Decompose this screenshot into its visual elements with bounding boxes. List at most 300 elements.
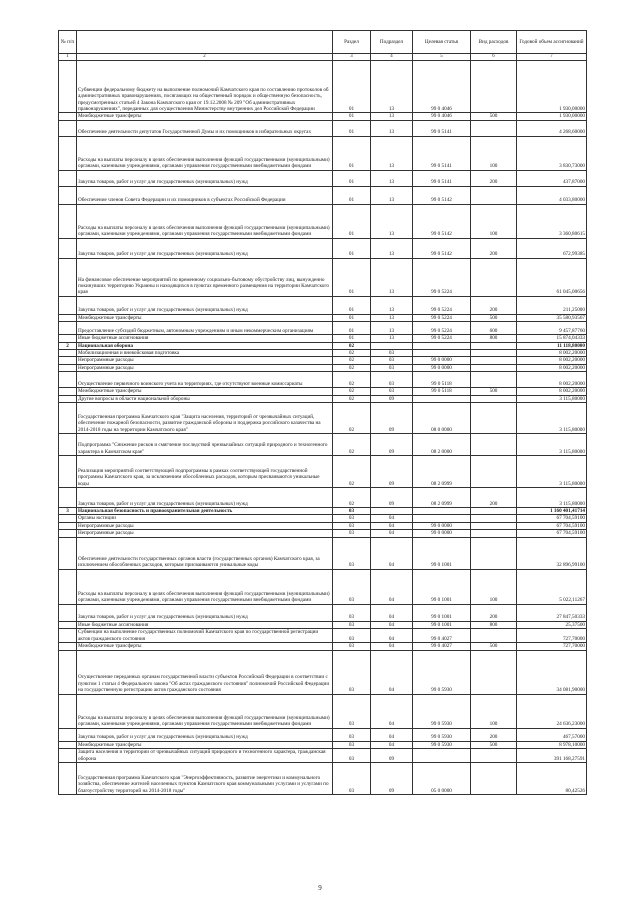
table-row [59, 650, 587, 694]
header-subsection: Подраздел [371, 31, 413, 54]
cell-exptype [471, 403, 517, 434]
table-row [59, 569, 587, 604]
cell-target: 05 0 0000 [413, 762, 471, 794]
cell-amount: 67 704,59100 [517, 522, 587, 529]
cell-exptype [471, 508, 517, 515]
cell-name: Непрограммные расходы [77, 522, 333, 529]
cell-exptype [471, 748, 517, 762]
cell-subsection: 09 [371, 456, 413, 488]
column-index: 2 [77, 54, 333, 61]
cell-amount: 5 022,11267 [517, 569, 587, 604]
cell-section: 01 [333, 322, 371, 335]
cell-exptype [471, 258, 517, 296]
cell-name: Осуществление первичного воинского учета на территориях, где отсутствуют военные комиссариаты [77, 372, 333, 388]
cell-section: 01 [333, 61, 371, 113]
cell-num [59, 372, 77, 388]
cell-target [413, 508, 471, 515]
cell-section: 03 [333, 748, 371, 762]
cell-amount: 1 930,00000 [517, 113, 587, 120]
cell-subsection: 04 [371, 650, 413, 694]
table-row [59, 508, 587, 515]
cell-section: 03 [333, 629, 371, 643]
cell-target: 99 0 5930 [413, 741, 471, 748]
cell-name: Закупка товаров, работ и услуг для государственных (муниципальных) нужд [77, 488, 333, 508]
cell-num [59, 364, 77, 371]
cell-num [59, 621, 77, 628]
table-row [59, 322, 587, 335]
cell-exptype [471, 61, 517, 113]
cell-section: 01 [333, 296, 371, 314]
cell-num [59, 403, 77, 434]
cell-name: Межбюджетные трансферты [77, 314, 333, 321]
table-row [59, 728, 587, 741]
cell-target: 99 0 5224 [413, 322, 471, 335]
cell-subsection: 04 [371, 604, 413, 621]
cell-subsection: 04 [371, 569, 413, 604]
cell-target: 99 0 1001 [413, 569, 471, 604]
cell-target: 08 2 0000 [413, 434, 471, 456]
cell-subsection: 09 [371, 403, 413, 434]
cell-amount: 3 115,80000 [517, 434, 587, 456]
column-index: 7 [517, 54, 587, 61]
cell-num [59, 322, 77, 335]
cell-subsection: 13 [371, 170, 413, 186]
cell-target: 99 0 0000 [413, 522, 471, 529]
cell-amount: 9 457,87760 [517, 322, 587, 335]
cell-exptype: 200 [471, 170, 517, 186]
cell-num [59, 170, 77, 186]
cell-subsection: 13 [371, 113, 413, 120]
cell-section: 01 [333, 335, 371, 342]
cell-subsection: 03 [371, 357, 413, 364]
cell-exptype: 100 [471, 136, 517, 170]
cell-name: Осуществление переданных органам государственной власти субъектов Российской Федерации в соответствии с пунктом 1 статьи 4 Федерального закона "Об актах гражданского состояния" полномочий Российской Федерации на государственную регистрацию актов гражданского состояния [77, 650, 333, 694]
table-row [59, 372, 587, 388]
table-row [59, 762, 587, 794]
cell-amount: 4 268,60000 [517, 120, 587, 136]
cell-exptype [471, 515, 517, 522]
cell-amount: 3 360,80615 [517, 204, 587, 238]
budget-table [58, 30, 587, 795]
cell-exptype [471, 120, 517, 136]
table-row [59, 314, 587, 321]
table-row [59, 522, 587, 529]
cell-exptype [471, 357, 517, 364]
cell-name: Обеспечение членов Совета Федерации и их помощников в субъектах Российской Федерации [77, 186, 333, 204]
cell-amount: 61 045,00656 [517, 258, 587, 296]
cell-name: Обеспечение деятельности государственных органов власти (государственных органов) Камчатского края, за исключением обособленных расходов, которым присваиваются уникальные коды [77, 537, 333, 569]
cell-section: 03 [333, 643, 371, 650]
table-row [59, 120, 587, 136]
cell-name: Реализация мероприятий соответствующей подпрограммы в рамках соответствующей государственной программы Камчатского края, за исключением обособленных расходов, которым присваиваются уникальные коды [77, 456, 333, 488]
cell-target: 99 0 5141 [413, 170, 471, 186]
cell-subsection: 13 [371, 258, 413, 296]
cell-num [59, 350, 77, 357]
table-row [59, 113, 587, 120]
column-index: 3 [333, 54, 371, 61]
cell-exptype: 800 [471, 335, 517, 342]
cell-subsection: 03 [371, 388, 413, 395]
cell-subsection: 09 [371, 488, 413, 508]
cell-name: Закупка товаров, работ и услуг для государственных (муниципальных) нужд [77, 296, 333, 314]
cell-num [59, 522, 77, 529]
cell-exptype [471, 522, 517, 529]
cell-name: Непрограммные расходы [77, 357, 333, 364]
cell-subsection: 09 [371, 748, 413, 762]
cell-num [59, 204, 77, 238]
cell-section: 01 [333, 136, 371, 170]
column-index: 1 [59, 54, 77, 61]
table-row [59, 296, 587, 314]
cell-num [59, 120, 77, 136]
cell-subsection [371, 342, 413, 349]
table-row [59, 694, 587, 728]
cell-section: 02 [333, 488, 371, 508]
cell-target: 99 0 5930 [413, 694, 471, 728]
header-amount: Годовой объем ассигнований [517, 31, 587, 54]
cell-exptype: 600 [471, 322, 517, 335]
cell-target: 99 0 5224 [413, 258, 471, 296]
table-row [59, 357, 587, 364]
cell-num [59, 335, 77, 342]
table-row [59, 388, 587, 395]
cell-amount: 27 847,50333 [517, 604, 587, 621]
cell-section: 03 [333, 694, 371, 728]
cell-target [413, 350, 471, 357]
cell-section: 03 [333, 650, 371, 694]
cell-section: 01 [333, 204, 371, 238]
cell-subsection: 13 [371, 296, 413, 314]
table-row [59, 61, 587, 113]
table-row [59, 186, 587, 204]
cell-target: 99 0 1001 [413, 621, 471, 628]
cell-num [59, 258, 77, 296]
cell-subsection: 04 [371, 530, 413, 537]
cell-section: 02 [333, 456, 371, 488]
cell-num [59, 748, 77, 762]
cell-name: Национальная оборона [77, 342, 333, 349]
cell-subsection [371, 508, 413, 515]
cell-num [59, 530, 77, 537]
cell-num [59, 113, 77, 120]
cell-target [413, 342, 471, 349]
table-row [59, 748, 587, 762]
cell-target: 99 0 4027 [413, 629, 471, 643]
cell-amount: 437,87000 [517, 170, 587, 186]
cell-num [59, 61, 77, 113]
cell-name: Закупка товаров, работ и услуг для государственных (муниципальных) нужд [77, 728, 333, 741]
cell-amount: 391 168,27591 [517, 748, 587, 762]
cell-amount: 3 830,73000 [517, 136, 587, 170]
header-name [77, 31, 333, 54]
cell-target: 99 0 5224 [413, 335, 471, 342]
cell-exptype: 100 [471, 694, 517, 728]
cell-exptype: 500 [471, 741, 517, 748]
cell-num [59, 238, 77, 258]
cell-target [413, 395, 471, 402]
cell-num: 2 [59, 342, 77, 349]
cell-section: 02 [333, 403, 371, 434]
cell-target: 99 0 0000 [413, 357, 471, 364]
cell-section: 01 [333, 258, 371, 296]
cell-amount: 32 896,99100 [517, 537, 587, 569]
cell-exptype: 500 [471, 388, 517, 395]
table-row [59, 136, 587, 170]
table-row [59, 170, 587, 186]
cell-subsection: 04 [371, 741, 413, 748]
cell-num [59, 694, 77, 728]
cell-subsection: 03 [371, 350, 413, 357]
cell-exptype [471, 372, 517, 388]
cell-num [59, 395, 77, 402]
table-row [59, 515, 587, 522]
cell-exptype [471, 342, 517, 349]
cell-amount: 11 118,80000 [517, 342, 587, 349]
cell-amount: 24 636,23000 [517, 694, 587, 728]
cell-section: 02 [333, 342, 371, 349]
cell-amount: 1 930,00000 [517, 61, 587, 113]
cell-name: Межбюджетные трансферты [77, 643, 333, 650]
cell-name: Закупка товаров, работ и услуг для государственных (муниципальных) нужд [77, 238, 333, 258]
cell-section: 01 [333, 120, 371, 136]
cell-target: 99 0 5118 [413, 372, 471, 388]
cell-target [413, 515, 471, 522]
column-index: 5 [413, 54, 471, 61]
cell-exptype [471, 395, 517, 402]
cell-target: 99 0 4027 [413, 643, 471, 650]
cell-target: 99 0 5142 [413, 186, 471, 204]
budget-table-page [58, 30, 586, 795]
cell-amount: 727,70000 [517, 643, 587, 650]
cell-num [59, 136, 77, 170]
cell-name: Органы юстиции [77, 515, 333, 522]
cell-target: 99 0 1001 [413, 537, 471, 569]
cell-section: 03 [333, 741, 371, 748]
cell-subsection: 04 [371, 728, 413, 741]
cell-subsection: 13 [371, 238, 413, 258]
page-number: 9 [318, 884, 322, 892]
cell-num [59, 650, 77, 694]
cell-num [59, 314, 77, 321]
cell-exptype: 800 [471, 621, 517, 628]
table-row [59, 741, 587, 748]
cell-target [413, 748, 471, 762]
table-row [59, 537, 587, 569]
cell-amount: 34 081,90000 [517, 650, 587, 694]
cell-name: Иные бюджетные ассигнования [77, 335, 333, 342]
cell-subsection: 04 [371, 621, 413, 628]
cell-subsection: 09 [371, 395, 413, 402]
header-num: № п/п [59, 31, 77, 54]
cell-exptype: 500 [471, 113, 517, 120]
cell-num [59, 357, 77, 364]
cell-subsection: 13 [371, 314, 413, 321]
cell-subsection: 13 [371, 186, 413, 204]
cell-amount: 8 002,20000 [517, 372, 587, 388]
cell-num [59, 515, 77, 522]
cell-subsection: 04 [371, 537, 413, 569]
cell-section: 01 [333, 186, 371, 204]
header-target: Целевая статья [413, 31, 471, 54]
table-row [59, 488, 587, 508]
cell-subsection: 13 [371, 335, 413, 342]
cell-name: Иные бюджетные ассигнования [77, 621, 333, 628]
cell-name: Мобилизационная и вневойсковая подготовка [77, 350, 333, 357]
cell-section: 03 [333, 508, 371, 515]
cell-subsection: 04 [371, 522, 413, 529]
cell-name: Расходы на выплаты персоналу в целях обеспечения выполнения функций государственными (муниципальными) органами, казенными учреждениями, органами управления государственными внебюджетными фондами [77, 204, 333, 238]
cell-amount: 35 580,93567 [517, 314, 587, 321]
cell-amount: 4 033,80000 [517, 186, 587, 204]
cell-name: Расходы на выплаты персоналу в целях обеспечения выполнения функций государственными (муниципальными) органами, казенными учреждениями, органами управления государственными внебюджетными фондами [77, 694, 333, 728]
cell-name: Непрограммные расходы [77, 364, 333, 371]
header-section: Раздел [333, 31, 371, 54]
cell-num [59, 388, 77, 395]
cell-amount: 211,25000 [517, 296, 587, 314]
table-body [59, 61, 587, 795]
cell-section: 03 [333, 728, 371, 741]
cell-amount: 672,99385 [517, 238, 587, 258]
cell-amount: 67 704,59100 [517, 530, 587, 537]
cell-amount: 25,37500 [517, 621, 587, 628]
cell-amount: 8 002,20000 [517, 364, 587, 371]
cell-target: 99 0 5930 [413, 650, 471, 694]
cell-name: На финансовое обеспечение мероприятий по временному социально-бытовому обустройству лиц, вынужденно покинувших территорию Украины и находящихся в пунктах временного размещения на территории Камчатского края [77, 258, 333, 296]
cell-num [59, 728, 77, 741]
cell-section: 01 [333, 170, 371, 186]
cell-name: Подпрограмма "Снижение рисков и смягчение последствий чрезвычайных ситуаций природного и техногенного характера в Камчатском крае" [77, 434, 333, 456]
cell-section: 03 [333, 569, 371, 604]
cell-amount: 8 978,10000 [517, 741, 587, 748]
cell-target: 99 0 5142 [413, 238, 471, 258]
table-row [59, 629, 587, 643]
cell-name: Расходы на выплаты персоналу в целях обеспечения выполнения функций государственными (муниципальными) органами, казенными учреждениями, органами управления государственными внебюджетными фондами [77, 569, 333, 604]
cell-subsection: 13 [371, 120, 413, 136]
cell-amount: 3 115,80000 [517, 403, 587, 434]
cell-exptype [471, 364, 517, 371]
cell-name: Субвенции на выполнение государственных полномочий Камчатского края по государственной регистрации актов гражданского состояния [77, 629, 333, 643]
cell-subsection: 04 [371, 694, 413, 728]
cell-num [59, 456, 77, 488]
cell-num [59, 488, 77, 508]
cell-exptype [471, 186, 517, 204]
cell-section: 03 [333, 537, 371, 569]
cell-target: 99 0 5141 [413, 120, 471, 136]
cell-section: 02 [333, 434, 371, 456]
table-row [59, 335, 587, 342]
cell-section: 01 [333, 314, 371, 321]
cell-name: Межбюджетные трансферты [77, 113, 333, 120]
cell-amount: 3 115,80000 [517, 488, 587, 508]
table-row [59, 238, 587, 258]
cell-amount: 3 115,80000 [517, 395, 587, 402]
table-row [59, 434, 587, 456]
table-row [59, 342, 587, 349]
cell-target: 99 0 4046 [413, 61, 471, 113]
cell-name: Межбюджетные трансферты [77, 388, 333, 395]
cell-amount: 67 704,59100 [517, 515, 587, 522]
cell-section: 03 [333, 522, 371, 529]
cell-exptype: 200 [471, 604, 517, 621]
cell-amount: 80,42526 [517, 762, 587, 794]
cell-exptype [471, 650, 517, 694]
cell-name: Расходы на выплаты персоналу в целях обеспечения выполнения функций государственными (муниципальными) органами, казенными учреждениями, органами управления государственными внебюджетными фондами [77, 136, 333, 170]
cell-exptype: 200 [471, 728, 517, 741]
cell-exptype: 200 [471, 296, 517, 314]
cell-section: 01 [333, 238, 371, 258]
cell-target: 99 0 0000 [413, 364, 471, 371]
cell-num: 3 [59, 508, 77, 515]
cell-num [59, 537, 77, 569]
cell-section: 03 [333, 621, 371, 628]
cell-num [59, 643, 77, 650]
cell-num [59, 762, 77, 794]
table-row [59, 258, 587, 296]
cell-section: 03 [333, 530, 371, 537]
cell-exptype: 100 [471, 569, 517, 604]
cell-subsection: 04 [371, 515, 413, 522]
cell-exptype: 100 [471, 204, 517, 238]
cell-target: 99 0 5141 [413, 136, 471, 170]
cell-target: 99 0 5118 [413, 388, 471, 395]
cell-amount: 15 874,04333 [517, 335, 587, 342]
cell-section: 02 [333, 388, 371, 395]
cell-name: Государственная программа Камчатского края "Защита населения, территорий от чрезвычайных ситуаций, обеспечение пожарной безопасности, развитие гражданской обороны и поддержка российского казачества на 2014-2018 годы на территории Камчатского края" [77, 403, 333, 434]
cell-amount: 8 002,20000 [517, 357, 587, 364]
cell-name: Закупка товаров, работ и услуг для государственных (муниципальных) нужд [77, 170, 333, 186]
cell-section: 03 [333, 515, 371, 522]
cell-amount: 8 002,20000 [517, 350, 587, 357]
cell-num [59, 186, 77, 204]
cell-subsection: 13 [371, 136, 413, 170]
cell-subsection: 13 [371, 204, 413, 238]
cell-target: 08 2 0999 [413, 456, 471, 488]
cell-amount: 727,70000 [517, 629, 587, 643]
cell-section: 02 [333, 395, 371, 402]
cell-target: 99 0 5224 [413, 314, 471, 321]
cell-section: 02 [333, 372, 371, 388]
cell-name: Государственная программа Камчатского края "Энергоэффективность, развитие энергетики и коммунального хозяйства, обеспечение жителей населенных пунктов Камчатского края коммунальными услугами и услугами по благоустройству территорий на 2014-2018 годы" [77, 762, 333, 794]
cell-name: Обеспечение деятельности депутатов Государственной Думы и их помощников в избирательных округах [77, 120, 333, 136]
cell-amount: 1 160 401,41714 [517, 508, 587, 515]
table-row [59, 403, 587, 434]
cell-subsection: 09 [371, 762, 413, 794]
cell-subsection: 04 [371, 643, 413, 650]
cell-section: 02 [333, 350, 371, 357]
cell-section: 01 [333, 113, 371, 120]
cell-target: 99 0 1001 [413, 604, 471, 621]
table-row [59, 456, 587, 488]
table-row [59, 395, 587, 402]
table-row [59, 204, 587, 238]
cell-target: 99 0 4046 [413, 113, 471, 120]
cell-num [59, 741, 77, 748]
cell-target: 99 0 0000 [413, 530, 471, 537]
cell-exptype: 200 [471, 238, 517, 258]
cell-exptype [471, 762, 517, 794]
cell-subsection: 03 [371, 372, 413, 388]
cell-target: 99 0 5930 [413, 728, 471, 741]
cell-name: Межбюджетные трансферты [77, 741, 333, 748]
cell-name: Закупка товаров, работ и услуг для государственных (муниципальных) нужд [77, 604, 333, 621]
cell-exptype: 500 [471, 314, 517, 321]
cell-exptype: 500 [471, 643, 517, 650]
cell-num [59, 569, 77, 604]
table-row [59, 530, 587, 537]
cell-section: 03 [333, 604, 371, 621]
table-row [59, 350, 587, 357]
cell-subsection: 13 [371, 322, 413, 335]
